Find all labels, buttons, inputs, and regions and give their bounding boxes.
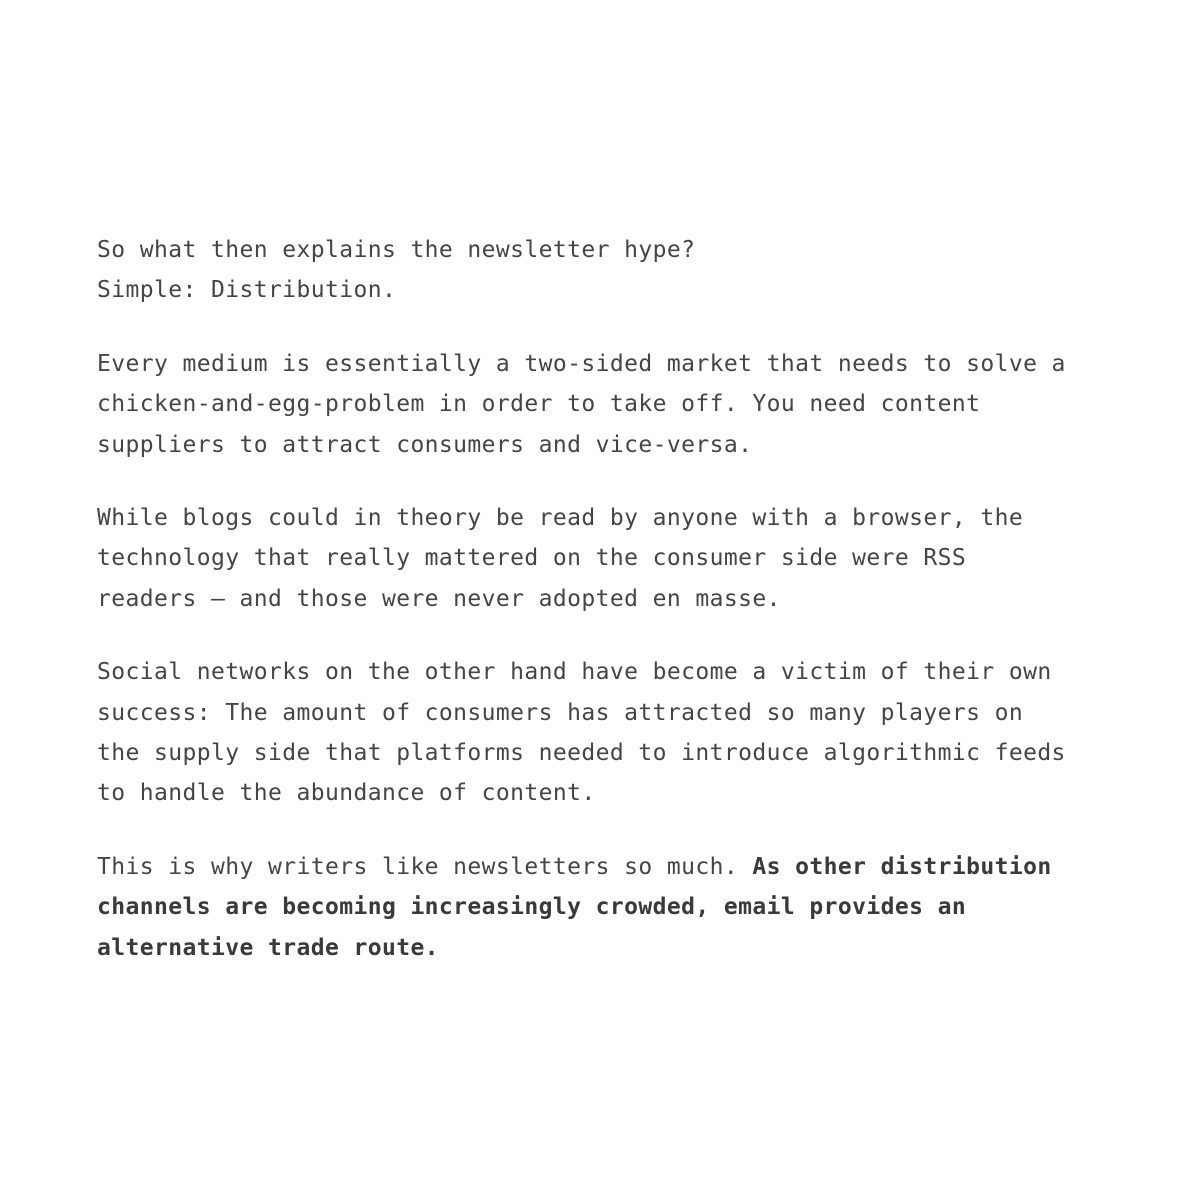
text-line: success: The amount of consumers has attracted so many players on (97, 699, 1024, 726)
text-line: Simple: Distribution. (97, 277, 397, 304)
paragraph-two-sided-market (97, 344, 1107, 465)
regular-text: This is why writers like newsletters so much. (97, 853, 753, 880)
paragraph-newsletter-hype (97, 230, 1107, 311)
bold-text-line: alternative trade route. (97, 934, 439, 961)
text-line: While blogs could in theory be read by anyone with a browser, the (97, 505, 1024, 532)
bold-text-line: channels are becoming increasingly crowded, email provides an (97, 894, 967, 921)
text-line: to handle the abundance of content. (97, 780, 596, 807)
paragraph-social-networks (97, 652, 1107, 814)
text-line: suppliers to attract consumers and vice-versa. (97, 431, 753, 458)
text-line: technology that really mattered on the consumer side were RSS (97, 545, 967, 572)
text-line: chicken-and-egg-problem in order to take off. You need content (97, 391, 981, 418)
article-body (97, 230, 1107, 1001)
paragraph-blogs-rss (97, 498, 1107, 619)
text-line: the supply side that platforms needed to introduce algorithmic feeds (97, 740, 1066, 767)
paragraph-conclusion (97, 847, 1107, 968)
bold-text: As other distribution (752, 853, 1052, 880)
text-line: Social networks on the other hand have become a victim of their own (97, 659, 1052, 686)
text-line: readers — and those were never adopted en masse. (97, 585, 781, 612)
text-line: So what then explains the newsletter hype? (97, 237, 696, 263)
text-line (97, 847, 1107, 887)
text-line: Every medium is essentially a two-sided market that needs to solve a (97, 350, 1066, 377)
